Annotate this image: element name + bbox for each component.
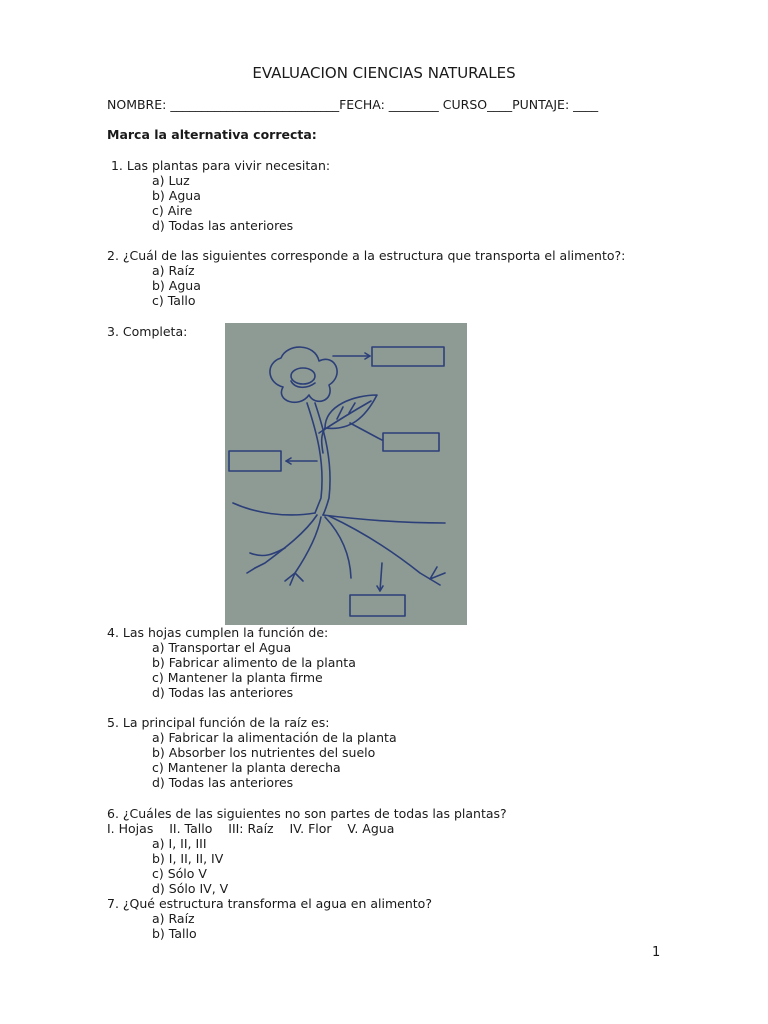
question-5: 5. La principal función de la raíz es:: [107, 715, 330, 730]
question-6: 6. ¿Cuáles de las siguientes no son partes de todas las plantas?: [107, 806, 507, 821]
q5-option-a: a) Fabricar la alimentación de la planta: [152, 730, 397, 745]
page-number: 1: [652, 945, 661, 960]
student-info-line: NOMBRE: ___________________________FECHA: ________ CURSO____PUNTAJE: ____: [107, 97, 599, 112]
q7-option-b: b) Tallo: [152, 926, 197, 941]
q1-option-c: c) Aire: [152, 203, 193, 218]
q4-option-c: c) Mantener la planta firme: [152, 670, 323, 685]
question-4: 4. Las hojas cumplen la función de:: [107, 625, 329, 640]
q6-option-a: a) I, II, III: [152, 836, 207, 851]
q5-option-b: b) Absorber los nutrientes del suelo: [152, 745, 376, 760]
q4-option-a: a) Transportar el Agua: [152, 640, 292, 655]
q1-option-a: a) Luz: [152, 173, 190, 188]
q7-option-a: a) Raíz: [152, 911, 195, 926]
plant-diagram-photo: [225, 323, 467, 625]
instruction: Marca la alternativa correcta:: [107, 127, 317, 142]
question-1: 1. Las plantas para vivir necesitan:: [107, 158, 331, 173]
q6-option-c: c) Sólo V: [152, 866, 207, 881]
q2-option-a: a) Raíz: [152, 263, 195, 278]
q1-option-b: b) Agua: [152, 188, 201, 203]
q5-option-c: c) Mantener la planta derecha: [152, 760, 341, 775]
q2-option-c: c) Tallo: [152, 293, 196, 308]
q4-option-d: d) Todas las anteriores: [152, 685, 294, 700]
q1-option-d: d) Todas las anteriores: [152, 218, 294, 233]
q6-option-d: d) Sólo IV, V: [152, 881, 229, 896]
q4-option-b: b) Fabricar alimento de la planta: [152, 655, 356, 670]
q5-option-d: d) Todas las anteriores: [152, 775, 294, 790]
question-3: 3. Completa:: [107, 324, 188, 339]
q6-option-b: b) I, II, II, IV: [152, 851, 224, 866]
q6-parts-line: I. Hojas II. Tallo III: Raíz IV. Flor V. Agua: [107, 821, 395, 836]
document-title: EVALUACION CIENCIAS NATURALES: [252, 64, 516, 82]
question-7: 7. ¿Qué estructura transforma el agua en alimento?: [107, 896, 432, 911]
q2-option-b: b) Agua: [152, 278, 201, 293]
question-2: 2. ¿Cuál de las siguientes corresponde a la estructura que transporta el alimento?:: [107, 248, 626, 263]
